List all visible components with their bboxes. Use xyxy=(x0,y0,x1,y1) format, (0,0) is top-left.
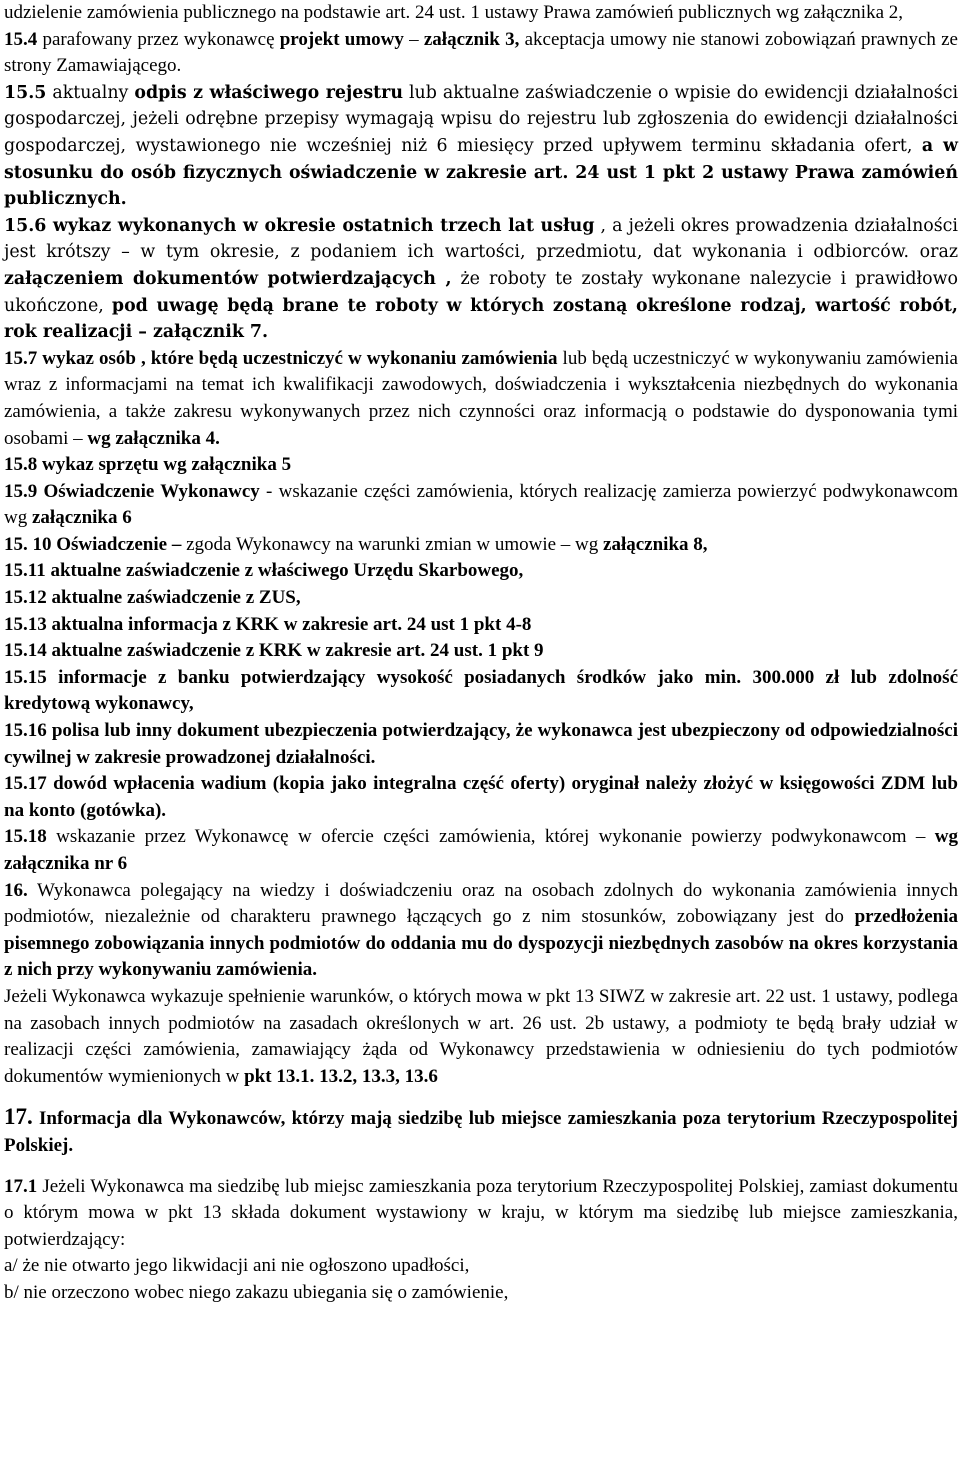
text-run: projekt umowy xyxy=(279,28,404,50)
text-run: 15.15 informacje z banku potwierdzający wysokość posiadanych środków jako min. 300.000 zł lub zdolność kredytową wykonawcy, xyxy=(4,666,958,715)
text-run: 15.4 xyxy=(4,28,38,50)
text-run: przedłożenia pisemnego zobowiązania innych podmiotów do oddania mu do dyspozycji niezbędnych zasobów na okres korzystania z nich przy wykonywaniu zamówienia. xyxy=(4,906,958,981)
item-15-7 xyxy=(4,346,958,452)
item-15-9 xyxy=(4,479,958,532)
text-run: 15.9 Oświadczenie Wykonawcy xyxy=(4,480,260,502)
text-run: 15.13 aktualna informacja z KRK w zakresie art. 24 ust 1 pkt 4-8 xyxy=(4,613,532,635)
item-17-1-a: a/ że nie otwarto jego likwidacji ani nie ogłoszono upadłości, xyxy=(4,1255,470,1277)
text-run: że roboty te zostały wykonane nalezycie i prawidłowo ukończone, xyxy=(4,268,958,316)
text-run: Wykonawca polegający na wiedzy i doświadczeniu oraz na osobach zdolnych do wykonania zamówienia innych podmiotów, niezależnie od charakteru prawnego łączących go z nim stosunków, zobowiązany jest do xyxy=(4,879,958,928)
text-run: 15.11 aktualne zaświadczenie z właściwego Urzędu Skarbowego, xyxy=(4,560,524,582)
text-run: a w stosunku do osób fizycznych oświadczenie w zakresie art. 24 ust 1 pkt 2 ustawy Prawa zamówień publicznych. xyxy=(4,135,959,210)
item-15-13 xyxy=(4,612,958,639)
text-run: 15.8 wykaz sprzętu wg załącznika 5 xyxy=(4,454,292,476)
text-run: Jeżeli Wykonawca ma siedzibę lub miejsc zamieszkania poza terytorium Rzeczypospolitej Polskiej, zamiast dokumentu o którym mowa w pkt 13 składa dokument wystawiony w kraju, w którym ma siedzibę lub miejsce zamieszkania, potwierdzający: xyxy=(4,1175,958,1250)
text-run: lub będą uczestniczyć w wykonywaniu zamówienia wraz z informacjami na temat ich kwalifikacji zawodowych, doświadczenia i wykształcenia niezbędnych do wykonania zamówienia, a także zakresu wykonywanych przez nich czynności oraz informacją o podstawie do dysponowania tymi osobami – xyxy=(4,347,958,449)
text-run: załączeniem dokumentów potwierdzających , xyxy=(4,268,452,289)
item-15-5 xyxy=(4,80,958,213)
text-run: lub aktualne zaświadczenie o wpisie do ewidencji działalności gospodarczej, jeżeli odrębne przepisy wymagają wpisu do rejestru lub zgłoszenia do ewidencji działalności gospodarczej, wystawionego nie wcześniej niż 6 miesięcy przed upływem terminu składania ofert, xyxy=(4,82,959,156)
text-run: aktualny xyxy=(46,82,135,103)
item-15-4 xyxy=(4,27,958,80)
section-17-heading xyxy=(4,1104,958,1159)
item-15-15 xyxy=(4,665,958,718)
text-run: Jeżeli Wykonawca wykazuje spełnienie warunków, o których mowa w pkt 13 SIWZ w zakresie art. 22 ust. 1 ustawy, podlega na zasobach innych podmiotów na zasadach określonych w art. 26 ust. 2b ustawy, a podmioty te będą brały udział w realizacji części zamówienia, zamawiający żąda od Wykonawcy przedstawienia w odniesieniu do tych podmiotów dokumentów wymienionych w xyxy=(4,985,958,1087)
text-run: odpis z właściwego rejestru xyxy=(134,82,403,103)
text-run: pod uwagę będą brane te roboty w których zostaną określone rodzaj, wartość robót, rok realizacji – załącznik 7. xyxy=(4,295,958,343)
text-run: 15. 10 Oświadczenie – xyxy=(4,533,182,555)
text-run: , a jeżeli okres prowadzenia działalności jest krótszy – w tym okresie, z podaniem ich wartości, przedmiotu, dat wykonania i odbiorców. xyxy=(4,215,958,263)
text-run: 16. xyxy=(4,879,28,901)
text-run: 15.12 aktualne zaświadczenie z ZUS, xyxy=(4,587,301,609)
paragraph-art24-continuation: udzielenie zamówienia publicznego na podstawie art. 24 ust. 1 ustawy Prawa zamówień publicznych wg załącznika 2, xyxy=(4,2,904,23)
text-run: załącznik 3, xyxy=(423,28,520,50)
text-run: wskazanie przez Wykonawcę w ofercie części zamówienia, której wykonanie powierzy podwykonawcom – xyxy=(46,826,935,848)
text-run: 15.6 wykaz wykonanych w okresie ostatnich trzech lat usług xyxy=(4,215,595,236)
text-run: Informacja dla Wykonawców, którzy mają siedzibę lub miejsce zamieszkania poza terytorium Rzeczypospolitej Polskiej. xyxy=(4,1108,958,1156)
section-16 xyxy=(4,878,958,984)
item-15-12 xyxy=(4,585,958,612)
item-15-8 xyxy=(4,452,958,479)
text-run: parafowany przez wykonawcę xyxy=(37,28,280,50)
text-run: wg załącznika 4. xyxy=(87,427,220,449)
text-run: - wskazanie części zamówienia, których realizację zamierza powierzyć podwykonawcom wg xyxy=(4,480,959,529)
text-run: 15.14 aktualne zaświadczenie z KRK w zakresie art. 24 ust. 1 pkt 9 xyxy=(4,640,544,662)
item-15-11 xyxy=(4,558,958,585)
text-run: 15.5 xyxy=(4,82,47,103)
item-17-1 xyxy=(4,1174,958,1254)
text-run: 15.17 dowód wpłacenia wadium (kopia jako integralna część oferty) oryginał należy złożyć w księgowości ZDM lub na konto (gotówka). xyxy=(4,773,958,821)
text-run: akceptacja umowy nie stanowi zobowiązań prawnych ze strony Zamawiającego. xyxy=(4,28,958,77)
item-15-10 xyxy=(4,532,958,559)
item-15-18 xyxy=(4,824,958,877)
text-run: 15.7 wykaz osób , które będą uczestniczyć w wykonaniu zamówienia xyxy=(4,347,558,369)
item-15-6 xyxy=(4,213,958,346)
text-run: zgoda Wykonawcy na warunki zmian w umowie – wg xyxy=(181,533,604,555)
text-run: oraz xyxy=(909,242,959,263)
text-run: 17. xyxy=(4,1104,33,1130)
item-17-1-b: b/ nie orzeczono wobec niego zakazu ubiegania się o zamówienie, xyxy=(4,1281,509,1303)
section-16-resources-paragraph xyxy=(4,984,958,1090)
spacer xyxy=(4,1090,958,1104)
text-run: pkt 13.1. 13.2, 13.3, 13.6 xyxy=(244,1065,438,1087)
spacer xyxy=(4,1160,958,1174)
item-15-16 xyxy=(4,718,958,771)
text-run: 15.16 polisa lub inny dokument ubezpieczenia potwierdzający, że wykonawca jest ubezpieczony od odpowiedzialności cywilnej w zakresie prowadzonej działalności. xyxy=(4,720,958,768)
text-run: załącznika 6 xyxy=(31,507,132,529)
item-15-14 xyxy=(4,638,958,665)
item-15-17 xyxy=(4,771,958,824)
text-run: 15.18 xyxy=(4,826,47,848)
text-run: załącznika 8, xyxy=(603,533,708,555)
text-run: wg załącznika nr 6 xyxy=(4,826,958,874)
text-run: 17.1 xyxy=(4,1175,38,1197)
text-run: – xyxy=(403,28,424,50)
